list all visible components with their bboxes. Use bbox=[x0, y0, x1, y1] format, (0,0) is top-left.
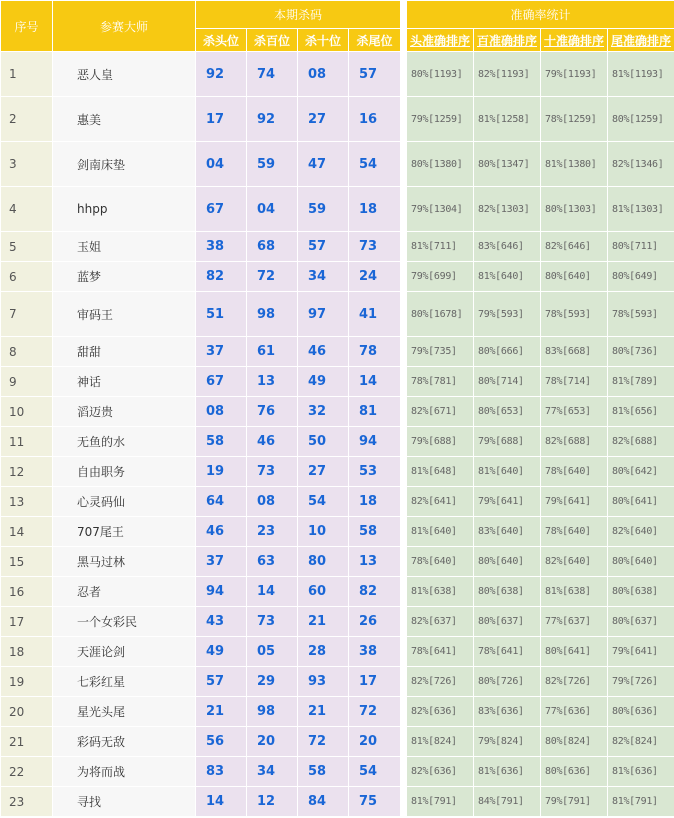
accuracy-cell: 79%[1304] bbox=[407, 187, 474, 232]
sort-link[interactable]: 十准确排序 bbox=[544, 33, 605, 48]
header-stat-col bbox=[608, 29, 674, 52]
accuracy-cell: 78%[593] bbox=[541, 292, 608, 337]
seq-cell: 11 bbox=[1, 427, 53, 457]
kill-number-cell: 84 bbox=[298, 787, 349, 817]
seq-cell: 9 bbox=[1, 367, 53, 397]
accuracy-cell: 77%[637] bbox=[541, 607, 608, 637]
table-row bbox=[1, 292, 674, 337]
accuracy-cell: 79%[1193] bbox=[541, 52, 608, 97]
kill-number-cell: 81 bbox=[349, 397, 401, 427]
accuracy-cell: 84%[791] bbox=[474, 787, 541, 817]
accuracy-cell: 81%[791] bbox=[407, 787, 474, 817]
header-master: 参赛大师 bbox=[53, 1, 196, 52]
accuracy-cell: 83%[646] bbox=[474, 232, 541, 262]
accuracy-cell: 78%[640] bbox=[541, 517, 608, 547]
accuracy-cell: 80%[1193] bbox=[407, 52, 474, 97]
accuracy-cell: 79%[641] bbox=[474, 487, 541, 517]
kill-number-cell: 82 bbox=[196, 262, 247, 292]
accuracy-cell: 80%[666] bbox=[474, 337, 541, 367]
kill-number-cell: 32 bbox=[298, 397, 349, 427]
seq-cell: 6 bbox=[1, 262, 53, 292]
accuracy-cell: 82%[637] bbox=[407, 607, 474, 637]
accuracy-cell: 78%[640] bbox=[407, 547, 474, 577]
master-name-cell: 为将而战 bbox=[53, 757, 196, 787]
kill-number-cell: 74 bbox=[247, 52, 298, 97]
accuracy-cell: 81%[648] bbox=[407, 457, 474, 487]
seq-cell: 4 bbox=[1, 187, 53, 232]
accuracy-cell: 78%[714] bbox=[541, 367, 608, 397]
kill-number-cell: 17 bbox=[196, 97, 247, 142]
kill-number-cell: 67 bbox=[196, 187, 247, 232]
seq-cell: 13 bbox=[1, 487, 53, 517]
accuracy-cell: 81%[640] bbox=[474, 457, 541, 487]
kill-number-cell: 41 bbox=[349, 292, 401, 337]
table-row bbox=[1, 232, 674, 262]
accuracy-cell: 79%[735] bbox=[407, 337, 474, 367]
accuracy-cell: 82%[726] bbox=[541, 667, 608, 697]
accuracy-cell: 80%[1678] bbox=[407, 292, 474, 337]
kill-number-cell: 59 bbox=[247, 142, 298, 187]
table-row bbox=[1, 142, 674, 187]
table-row bbox=[1, 457, 674, 487]
master-name-cell: 蓝梦 bbox=[53, 262, 196, 292]
accuracy-cell: 80%[637] bbox=[474, 607, 541, 637]
master-name-cell: 甜甜 bbox=[53, 337, 196, 367]
kill-number-cell: 19 bbox=[196, 457, 247, 487]
master-name-cell: 七彩红星 bbox=[53, 667, 196, 697]
kill-number-cell: 61 bbox=[247, 337, 298, 367]
table-row bbox=[1, 607, 674, 637]
accuracy-cell: 82%[671] bbox=[407, 397, 474, 427]
table-row bbox=[1, 262, 674, 292]
accuracy-cell: 82%[1303] bbox=[474, 187, 541, 232]
accuracy-cell: 83%[636] bbox=[474, 697, 541, 727]
kill-number-cell: 43 bbox=[196, 607, 247, 637]
kill-number-cell: 14 bbox=[196, 787, 247, 817]
accuracy-cell: 80%[638] bbox=[474, 577, 541, 607]
kill-number-cell: 73 bbox=[247, 457, 298, 487]
kill-number-cell: 46 bbox=[247, 427, 298, 457]
accuracy-cell: 81%[824] bbox=[407, 727, 474, 757]
master-name-cell: 黑马过林 bbox=[53, 547, 196, 577]
kill-number-cell: 16 bbox=[349, 97, 401, 142]
kill-number-cell: 05 bbox=[247, 637, 298, 667]
master-name-cell: 自由职务 bbox=[53, 457, 196, 487]
kill-number-cell: 83 bbox=[196, 757, 247, 787]
accuracy-cell: 82%[640] bbox=[541, 547, 608, 577]
accuracy-cell: 81%[1193] bbox=[608, 52, 674, 97]
accuracy-cell: 81%[636] bbox=[474, 757, 541, 787]
kill-number-cell: 20 bbox=[247, 727, 298, 757]
kill-number-cell: 63 bbox=[247, 547, 298, 577]
seq-cell: 5 bbox=[1, 232, 53, 262]
accuracy-cell: 80%[736] bbox=[608, 337, 674, 367]
kill-number-cell: 98 bbox=[247, 697, 298, 727]
kill-number-cell: 54 bbox=[298, 487, 349, 517]
kill-number-cell: 04 bbox=[196, 142, 247, 187]
kill-number-cell: 68 bbox=[247, 232, 298, 262]
kill-number-cell: 46 bbox=[298, 337, 349, 367]
accuracy-cell: 79%[699] bbox=[407, 262, 474, 292]
seq-cell: 23 bbox=[1, 787, 53, 817]
header-kill-group: 本期杀码 bbox=[196, 1, 401, 29]
kill-number-cell: 27 bbox=[298, 97, 349, 142]
accuracy-cell: 80%[1303] bbox=[541, 187, 608, 232]
sort-link[interactable]: 头准确排序 bbox=[410, 33, 471, 48]
kill-number-cell: 37 bbox=[196, 337, 247, 367]
kill-number-cell: 12 bbox=[247, 787, 298, 817]
accuracy-cell: 82%[636] bbox=[407, 757, 474, 787]
kill-number-cell: 18 bbox=[349, 187, 401, 232]
accuracy-cell: 79%[791] bbox=[541, 787, 608, 817]
kill-number-cell: 60 bbox=[298, 577, 349, 607]
accuracy-cell: 82%[646] bbox=[541, 232, 608, 262]
accuracy-cell: 80%[653] bbox=[474, 397, 541, 427]
kill-number-cell: 57 bbox=[349, 52, 401, 97]
seq-cell: 22 bbox=[1, 757, 53, 787]
accuracy-cell: 79%[688] bbox=[474, 427, 541, 457]
kill-number-cell: 56 bbox=[196, 727, 247, 757]
kill-number-cell: 14 bbox=[349, 367, 401, 397]
table-row bbox=[1, 697, 674, 727]
accuracy-cell: 80%[636] bbox=[541, 757, 608, 787]
accuracy-cell: 80%[1259] bbox=[608, 97, 674, 142]
master-name-cell: 审码王 bbox=[53, 292, 196, 337]
accuracy-cell: 80%[637] bbox=[608, 607, 674, 637]
accuracy-cell: 79%[641] bbox=[541, 487, 608, 517]
master-name-cell: 恶人皇 bbox=[53, 52, 196, 97]
accuracy-cell: 80%[711] bbox=[608, 232, 674, 262]
master-name-cell: 星光头尾 bbox=[53, 697, 196, 727]
accuracy-cell: 80%[824] bbox=[541, 727, 608, 757]
master-name-cell: 彩码无敌 bbox=[53, 727, 196, 757]
seq-cell: 19 bbox=[1, 667, 53, 697]
accuracy-cell: 78%[640] bbox=[541, 457, 608, 487]
kill-number-cell: 78 bbox=[349, 337, 401, 367]
kill-number-cell: 58 bbox=[196, 427, 247, 457]
header-kill-col: 杀尾位 bbox=[349, 29, 401, 52]
kill-number-cell: 94 bbox=[196, 577, 247, 607]
kill-number-cell: 34 bbox=[247, 757, 298, 787]
kill-number-cell: 73 bbox=[247, 607, 298, 637]
seq-cell: 12 bbox=[1, 457, 53, 487]
accuracy-cell: 82%[726] bbox=[407, 667, 474, 697]
accuracy-cell: 79%[1259] bbox=[407, 97, 474, 142]
kill-number-cell: 49 bbox=[298, 367, 349, 397]
seq-cell: 1 bbox=[1, 52, 53, 97]
kill-number-cell: 80 bbox=[298, 547, 349, 577]
kill-number-cell: 72 bbox=[349, 697, 401, 727]
accuracy-cell: 81%[638] bbox=[407, 577, 474, 607]
kill-number-cell: 20 bbox=[349, 727, 401, 757]
accuracy-cell: 82%[636] bbox=[407, 697, 474, 727]
accuracy-cell: 82%[688] bbox=[608, 427, 674, 457]
kill-number-cell: 23 bbox=[247, 517, 298, 547]
kill-number-cell: 64 bbox=[196, 487, 247, 517]
kill-number-cell: 50 bbox=[298, 427, 349, 457]
header-stat-col bbox=[474, 29, 541, 52]
kill-number-cell: 28 bbox=[298, 637, 349, 667]
kill-number-cell: 17 bbox=[349, 667, 401, 697]
kill-number-cell: 13 bbox=[349, 547, 401, 577]
kill-number-cell: 54 bbox=[349, 142, 401, 187]
accuracy-cell: 80%[641] bbox=[541, 637, 608, 667]
kill-number-cell: 08 bbox=[298, 52, 349, 97]
master-name-cell: 惠美 bbox=[53, 97, 196, 142]
accuracy-cell: 80%[640] bbox=[474, 547, 541, 577]
kill-number-cell: 82 bbox=[349, 577, 401, 607]
accuracy-cell: 83%[668] bbox=[541, 337, 608, 367]
accuracy-cell: 80%[636] bbox=[608, 697, 674, 727]
accuracy-cell: 81%[638] bbox=[541, 577, 608, 607]
seq-cell: 16 bbox=[1, 577, 53, 607]
accuracy-cell: 78%[641] bbox=[407, 637, 474, 667]
kill-number-cell: 46 bbox=[196, 517, 247, 547]
kill-number-cell: 53 bbox=[349, 457, 401, 487]
accuracy-cell: 81%[1303] bbox=[608, 187, 674, 232]
accuracy-cell: 78%[593] bbox=[608, 292, 674, 337]
table-body bbox=[1, 52, 674, 817]
kill-number-cell: 21 bbox=[298, 697, 349, 727]
accuracy-cell: 82%[641] bbox=[407, 487, 474, 517]
master-name-cell: 玉姐 bbox=[53, 232, 196, 262]
kill-number-cell: 18 bbox=[349, 487, 401, 517]
kill-number-cell: 72 bbox=[247, 262, 298, 292]
header-stats-group: 准确率统计 bbox=[407, 1, 674, 29]
accuracy-cell: 80%[1380] bbox=[407, 142, 474, 187]
accuracy-cell: 80%[640] bbox=[608, 547, 674, 577]
table-row bbox=[1, 397, 674, 427]
master-name-cell: 剑南床垫 bbox=[53, 142, 196, 187]
master-name-cell: 707尾王 bbox=[53, 517, 196, 547]
kill-number-cell: 04 bbox=[247, 187, 298, 232]
table-row bbox=[1, 517, 674, 547]
kill-number-cell: 72 bbox=[298, 727, 349, 757]
kill-number-cell: 76 bbox=[247, 397, 298, 427]
accuracy-cell: 79%[726] bbox=[608, 667, 674, 697]
accuracy-cell: 79%[824] bbox=[474, 727, 541, 757]
seq-cell: 17 bbox=[1, 607, 53, 637]
accuracy-cell: 81%[711] bbox=[407, 232, 474, 262]
accuracy-cell: 81%[656] bbox=[608, 397, 674, 427]
table-row bbox=[1, 97, 674, 142]
accuracy-cell: 82%[824] bbox=[608, 727, 674, 757]
seq-cell: 2 bbox=[1, 97, 53, 142]
accuracy-cell: 77%[636] bbox=[541, 697, 608, 727]
kill-number-cell: 21 bbox=[298, 607, 349, 637]
kill-number-cell: 75 bbox=[349, 787, 401, 817]
accuracy-cell: 81%[640] bbox=[474, 262, 541, 292]
master-name-cell: 神话 bbox=[53, 367, 196, 397]
seq-cell: 8 bbox=[1, 337, 53, 367]
kill-number-cell: 57 bbox=[298, 232, 349, 262]
master-name-cell: 一个女彩民 bbox=[53, 607, 196, 637]
table-row bbox=[1, 427, 674, 457]
accuracy-cell: 80%[649] bbox=[608, 262, 674, 292]
kill-number-cell: 58 bbox=[298, 757, 349, 787]
kill-number-cell: 24 bbox=[349, 262, 401, 292]
accuracy-cell: 78%[781] bbox=[407, 367, 474, 397]
accuracy-cell: 80%[641] bbox=[608, 487, 674, 517]
sort-link[interactable]: 尾准确排序 bbox=[611, 33, 672, 48]
master-name-cell: 心灵码仙 bbox=[53, 487, 196, 517]
accuracy-cell: 82%[640] bbox=[608, 517, 674, 547]
kill-number-cell: 67 bbox=[196, 367, 247, 397]
seq-cell: 14 bbox=[1, 517, 53, 547]
kill-number-cell: 37 bbox=[196, 547, 247, 577]
kill-number-cell: 26 bbox=[349, 607, 401, 637]
kill-number-cell: 21 bbox=[196, 697, 247, 727]
accuracy-cell: 79%[688] bbox=[407, 427, 474, 457]
header-kill-col: 杀十位 bbox=[298, 29, 349, 52]
kill-number-cell: 58 bbox=[349, 517, 401, 547]
kill-number-cell: 92 bbox=[196, 52, 247, 97]
accuracy-cell: 79%[593] bbox=[474, 292, 541, 337]
kill-number-cell: 08 bbox=[247, 487, 298, 517]
kill-number-cell: 08 bbox=[196, 397, 247, 427]
kill-number-cell: 14 bbox=[247, 577, 298, 607]
accuracy-cell: 81%[1380] bbox=[541, 142, 608, 187]
seq-cell: 10 bbox=[1, 397, 53, 427]
kill-number-cell: 54 bbox=[349, 757, 401, 787]
kill-number-cell: 47 bbox=[298, 142, 349, 187]
accuracy-cell: 80%[640] bbox=[541, 262, 608, 292]
accuracy-cell: 80%[642] bbox=[608, 457, 674, 487]
kill-number-cell: 51 bbox=[196, 292, 247, 337]
table-row bbox=[1, 577, 674, 607]
kill-number-cell: 38 bbox=[196, 232, 247, 262]
seq-cell: 20 bbox=[1, 697, 53, 727]
master-name-cell: 滔迈贵 bbox=[53, 397, 196, 427]
accuracy-cell: 81%[636] bbox=[608, 757, 674, 787]
accuracy-cell: 78%[641] bbox=[474, 637, 541, 667]
master-name-cell: 无鱼的水 bbox=[53, 427, 196, 457]
master-name-cell: hhpp bbox=[53, 187, 196, 232]
kill-number-cell: 13 bbox=[247, 367, 298, 397]
master-name-cell: 忍者 bbox=[53, 577, 196, 607]
kill-number-cell: 29 bbox=[247, 667, 298, 697]
table-row bbox=[1, 757, 674, 787]
header-seq: 序号 bbox=[1, 1, 53, 52]
accuracy-cell: 80%[726] bbox=[474, 667, 541, 697]
accuracy-cell: 79%[641] bbox=[608, 637, 674, 667]
seq-cell: 18 bbox=[1, 637, 53, 667]
kill-number-cell: 98 bbox=[247, 292, 298, 337]
seq-cell: 3 bbox=[1, 142, 53, 187]
header-stat-col bbox=[541, 29, 608, 52]
accuracy-cell: 82%[1346] bbox=[608, 142, 674, 187]
master-name-cell: 天涯论剑 bbox=[53, 637, 196, 667]
kill-number-cell: 49 bbox=[196, 637, 247, 667]
accuracy-cell: 81%[791] bbox=[608, 787, 674, 817]
accuracy-cell: 78%[1259] bbox=[541, 97, 608, 142]
kill-number-cell: 97 bbox=[298, 292, 349, 337]
table-row bbox=[1, 187, 674, 232]
accuracy-cell: 77%[653] bbox=[541, 397, 608, 427]
accuracy-cell: 83%[640] bbox=[474, 517, 541, 547]
header-stat-col bbox=[407, 29, 474, 52]
table-row bbox=[1, 727, 674, 757]
accuracy-cell: 81%[1258] bbox=[474, 97, 541, 142]
kill-number-cell: 27 bbox=[298, 457, 349, 487]
header-kill-col: 杀头位 bbox=[196, 29, 247, 52]
accuracy-cell: 80%[1347] bbox=[474, 142, 541, 187]
accuracy-cell: 82%[688] bbox=[541, 427, 608, 457]
accuracy-cell: 81%[640] bbox=[407, 517, 474, 547]
kill-number-cell: 34 bbox=[298, 262, 349, 292]
seq-cell: 15 bbox=[1, 547, 53, 577]
sort-link[interactable]: 百准确排序 bbox=[477, 33, 538, 48]
kill-number-cell: 93 bbox=[298, 667, 349, 697]
kill-number-cell: 73 bbox=[349, 232, 401, 262]
kill-number-cell: 57 bbox=[196, 667, 247, 697]
table-row bbox=[1, 337, 674, 367]
kill-number-cell: 92 bbox=[247, 97, 298, 142]
table-row bbox=[1, 667, 674, 697]
accuracy-cell: 80%[714] bbox=[474, 367, 541, 397]
table-row bbox=[1, 52, 674, 97]
table-row bbox=[1, 367, 674, 397]
accuracy-cell: 82%[1193] bbox=[474, 52, 541, 97]
kill-number-cell: 10 bbox=[298, 517, 349, 547]
kill-number-cell: 94 bbox=[349, 427, 401, 457]
kill-number-cell: 38 bbox=[349, 637, 401, 667]
seq-cell: 21 bbox=[1, 727, 53, 757]
table-row bbox=[1, 487, 674, 517]
master-name-cell: 寻找 bbox=[53, 787, 196, 817]
header-kill-col: 杀百位 bbox=[247, 29, 298, 52]
kill-number-cell: 59 bbox=[298, 187, 349, 232]
table-row bbox=[1, 787, 674, 817]
table-row bbox=[1, 547, 674, 577]
seq-cell: 7 bbox=[1, 292, 53, 337]
accuracy-cell: 80%[638] bbox=[608, 577, 674, 607]
accuracy-cell: 81%[789] bbox=[608, 367, 674, 397]
table-row bbox=[1, 637, 674, 667]
